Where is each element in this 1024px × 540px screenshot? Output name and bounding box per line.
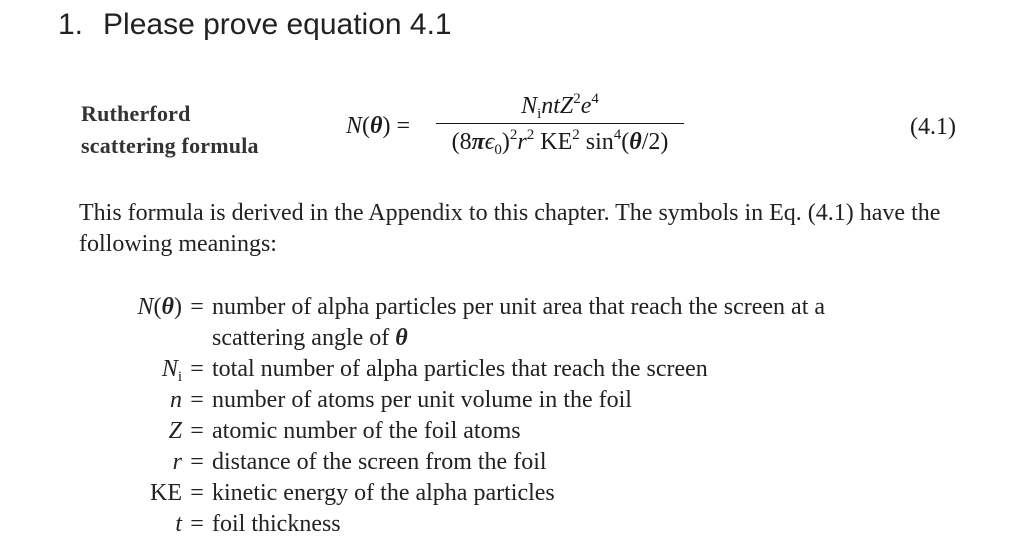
equation-caption-line2: scattering formula: [81, 133, 259, 158]
fraction-bar: [436, 123, 684, 124]
definition-row: [80, 292, 912, 354]
definition-row: [80, 509, 912, 540]
definition-symbol: [80, 509, 182, 540]
definition-row: [80, 416, 912, 447]
equals-sign: =: [190, 449, 204, 475]
definition-row: [80, 354, 912, 385]
definition-text: number of atoms per unit volume in the foil: [212, 387, 632, 413]
equation-caption-line1: Rutherford: [81, 101, 191, 126]
equation-numerator: $N_intZ^2e^4$: [521, 91, 599, 122]
definition-text: total number of alpha particles that reach the screen: [212, 356, 708, 382]
question-heading: [58, 8, 452, 42]
equals-sign: =: [190, 387, 204, 413]
definition-symbol: [80, 385, 182, 416]
definition-text: number of alpha particles per unit area that reach the screen at a scattering angle of θ: [212, 294, 826, 351]
equals-sign: =: [190, 356, 204, 382]
symbol-z: Z: [168, 418, 182, 444]
explanation-paragraph: This formula is derived in the Appendix to this chapter. The symbols in Eq. (4.1) have the following meanings:: [79, 200, 941, 257]
definition-text-0: number of alpha particles per unit area that reach the screen at a scattering angle of: [212, 294, 826, 351]
equals-sign: =: [190, 294, 204, 320]
equals-sign: =: [190, 480, 204, 506]
definition-text: distance of the screen from the foil: [212, 449, 547, 475]
equation-fraction: [436, 90, 684, 158]
definition-text: foil thickness: [212, 511, 341, 537]
definition-symbol: $N_i$: [161, 356, 182, 385]
equals-sign: =: [190, 418, 204, 444]
equation-caption: [81, 98, 259, 162]
definition-text: kinetic energy of the alpha particles: [212, 480, 555, 506]
definition-text: atomic number of the foil atoms: [212, 418, 521, 444]
symbol-t: t: [175, 511, 182, 537]
symbol-definitions: [80, 292, 912, 540]
definition-row: [80, 447, 912, 478]
question-title: Please prove equation 4.1: [103, 8, 452, 41]
symbol-n: n: [170, 387, 182, 413]
equation-number: (4.1): [910, 114, 956, 140]
symbol-r: r: [172, 449, 182, 475]
definition-symbol: [80, 447, 182, 478]
equals-sign: =: [190, 511, 204, 537]
definition-symbol: N(θ): [137, 294, 182, 320]
question-number: 1.: [58, 8, 84, 41]
equation-denominator: $(8\pi\epsilon_0)^2r^2$ $KE^2$ $\sin^4(\theta/2)$: [451, 127, 669, 158]
definition-row: [80, 385, 912, 416]
definition-row: [80, 478, 912, 509]
equation-lhs: N(θ) =: [346, 113, 411, 139]
definition-symbol: [80, 416, 182, 447]
definition-symbol: KE: [150, 480, 182, 506]
